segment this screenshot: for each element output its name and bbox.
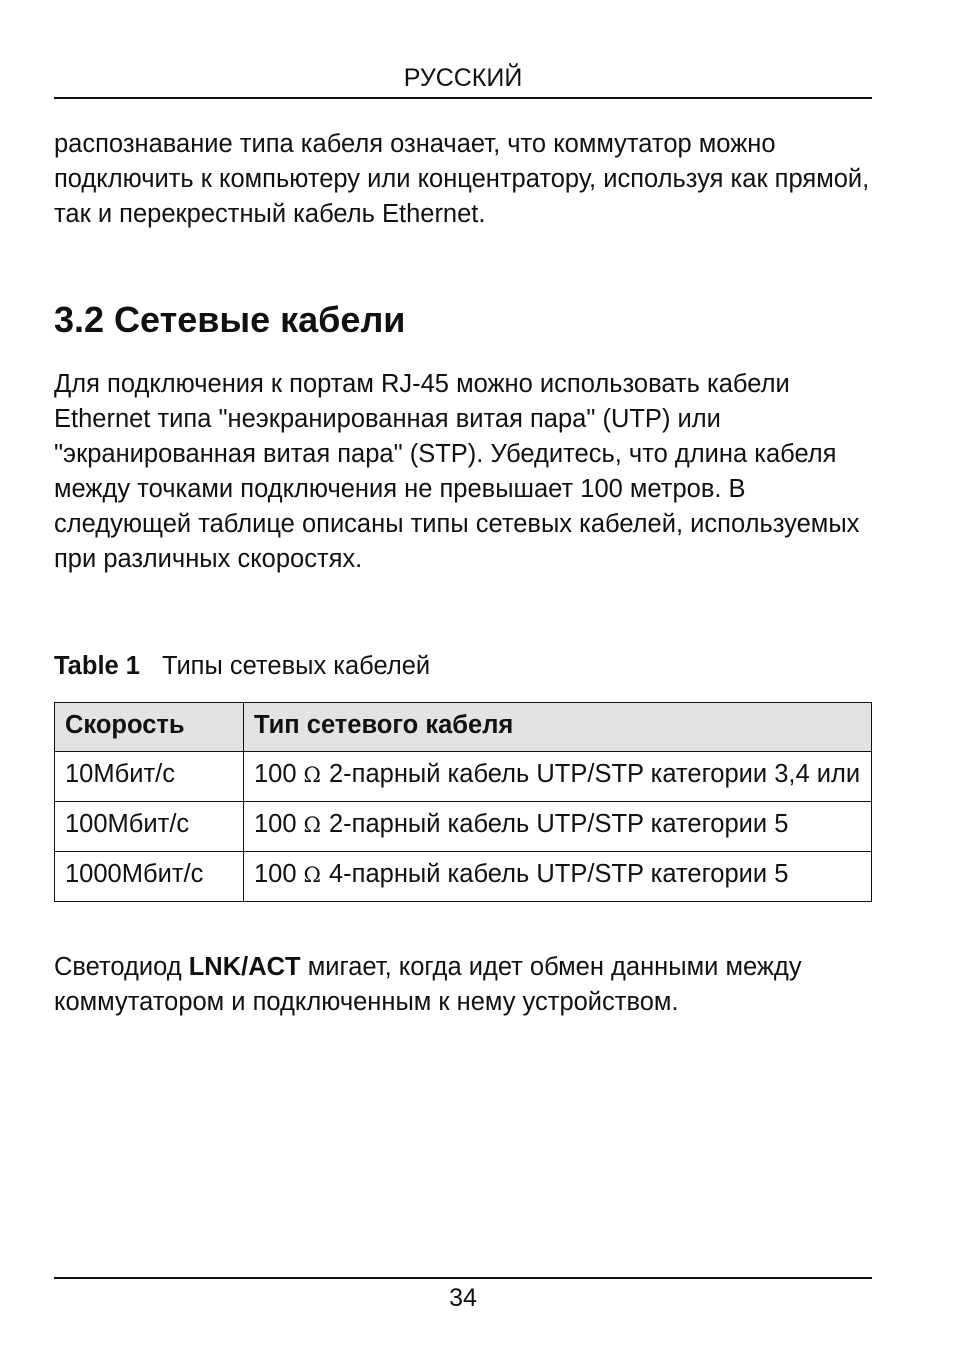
table-header-row bbox=[55, 703, 872, 752]
footer-rule bbox=[54, 1277, 872, 1279]
table-caption-text: Типы сетевых кабелей bbox=[161, 652, 431, 680]
table-row bbox=[55, 802, 872, 852]
header-cable-type: Тип сетевого кабеля bbox=[244, 703, 872, 752]
led-name: LNK/ACT bbox=[188, 953, 301, 981]
header-rule bbox=[54, 97, 872, 99]
led-text-after: мигает, когда идет обмен данными между коммутатором и подключенным к нему устройством. bbox=[54, 953, 802, 1016]
impedance-value: 100 bbox=[254, 760, 297, 788]
speed-cell: 100Мбит/с bbox=[55, 802, 244, 852]
cable-description: 2-парный кабель UTP/STP категории 5 bbox=[328, 810, 789, 838]
cable-type-cell bbox=[244, 852, 872, 902]
cable-description: 4-парный кабель UTP/STP категории 5 bbox=[328, 860, 789, 888]
speed-cell: 1000Мбит/с bbox=[55, 852, 244, 902]
table-row bbox=[55, 752, 872, 802]
intro-paragraph: распознавание типа кабеля означает, что коммутатор можно подключить к компьютеру или концентратору, используя как прямой, так и перекрестный кабель Ethernet. bbox=[54, 130, 870, 228]
led-paragraph bbox=[54, 950, 872, 1020]
header-speed: Скорость bbox=[55, 703, 244, 752]
table-row bbox=[55, 852, 872, 902]
ohm-symbol: Ω bbox=[303, 863, 321, 887]
ohm-symbol: Ω bbox=[303, 763, 321, 787]
led-text-before: Светодиод bbox=[54, 953, 189, 981]
cable-type-cell bbox=[244, 802, 872, 852]
speed-cell: 10Мбит/с bbox=[55, 752, 244, 802]
impedance-value: 100 bbox=[254, 810, 297, 838]
impedance-value: 100 bbox=[254, 860, 297, 888]
table-caption-label: Table 1 bbox=[54, 652, 140, 680]
section-body-paragraph: Для подключения к портам RJ-45 можно использовать кабели Ethernet типа "неэкранированная витая пара" (UTP) или "экранированная витая пара" (STP). Убедитесь, что длина кабеля между точками подключения не превышает 100 метров. В следующей таблице описаны типы сетевых кабелей, используемых при различных скоростях. bbox=[54, 370, 860, 573]
cable-type-cell bbox=[244, 752, 872, 802]
ohm-symbol: Ω bbox=[303, 813, 321, 837]
cable-types-table bbox=[54, 702, 872, 902]
table-caption bbox=[54, 648, 430, 684]
section-heading: 3.2 Сетевые кабели bbox=[54, 299, 406, 340]
page-header-title: РУССКИЙ bbox=[403, 64, 523, 92]
page-number: 34 bbox=[449, 1284, 477, 1312]
cable-description: 2-парный кабель UTP/STP категории 3,4 или bbox=[328, 760, 861, 788]
